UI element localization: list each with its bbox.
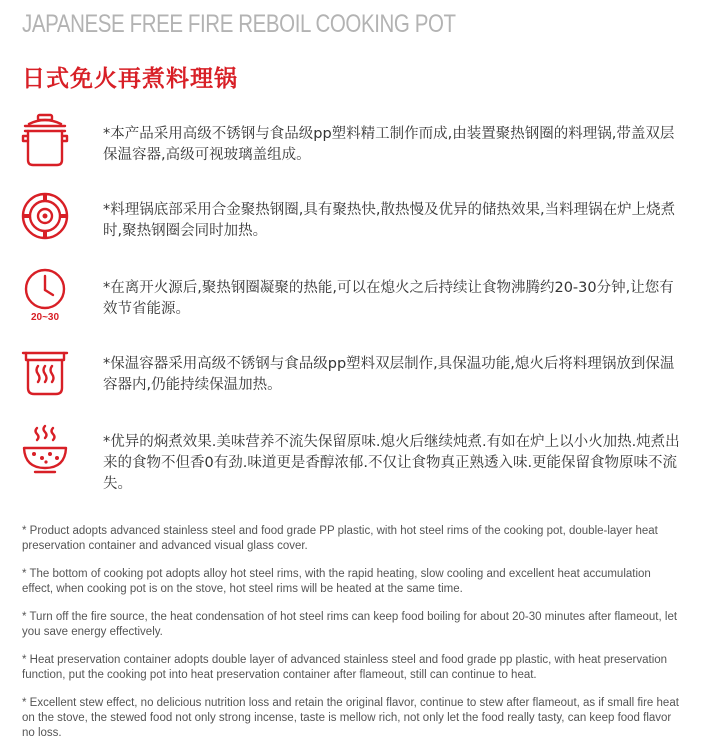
english-note: * Turn off the fire source, the heat condensation of hot steel rims can keep food boiling for about 20-30 minutes after flameout, let you save energy effectively. [22,611,678,638]
feature-text: *在离开火源后,聚热钢圈凝聚的热能,可以在熄火之后持续让食物沸腾约20-30分钟,让您有效节省能源。 [103,280,674,317]
feature-text: *料理锅底部采用合金聚热钢圈,具有聚热快,散热慢及优异的储热效果,当料理锅在炉上烧煮时,聚热钢圈会同时加热。 [103,202,676,239]
cooking-pot-icon [20,112,70,172]
chinese-title: 日式免火再煮料理锅 [22,66,238,92]
english-title: JAPANESE FREE FIRE REBOIL COOKING POT [22,10,456,38]
heat-container-icon [20,348,70,408]
clock-icon [20,268,70,328]
feature-text: *本产品采用高级不锈钢与食品级pp塑料精工制作而成,由装置聚热钢圈的料理锅,带盖双层保温容器,高级可视玻璃盖组成。 [103,126,675,163]
feature-text: *保温容器采用高级不锈钢与食品级pp塑料双层制作,具保温功能,熄火后将料理锅放到保温容器内,仍能持续保温加热。 [103,356,675,393]
time-range-label: 20~30 [30,312,60,323]
steaming-bowl-icon [20,424,70,484]
english-note: * Heat preservation container adopts double layer of advanced stainless steel and food grade pp plastic, with heat preservation function, put the cooking pot into heat preservation container after flameout, still can continue to heat. [22,654,668,681]
english-note: * The bottom of cooking pot adopts alloy hot steel rims, with the rapid heating, slow cooling and excellent heat accumulation effect, when cooking pot is on the stove, hot steel rims will be heated at the same time. [22,568,651,595]
feature-text: *优异的焖煮效果.美味营养不流失保留原味.熄火后继续炖煮.有如在炉上以小火加热.炖煮出来的食物不但香0有劲.味道更是香醇浓郁.不仅让食物真正熟透入味.更能保留食物原味不流失。 [103,434,680,492]
pot-bottom-rim-icon [20,190,70,250]
english-note: * Excellent stew effect, no delicious nutrition loss and retain the original flavor, continue to stew after flameout, as if small fire heat on the stove, the stewed food not only strong incense, taste is mellow rich, not only let the food really tasty, can keep food flavor no loss. [22,697,679,739]
english-note: * Product adopts advanced stainless steel and food grade PP plastic, with hot steel rims of the cooking pot, double-layer heat preservation container and advanced visual glass cover. [22,525,658,552]
